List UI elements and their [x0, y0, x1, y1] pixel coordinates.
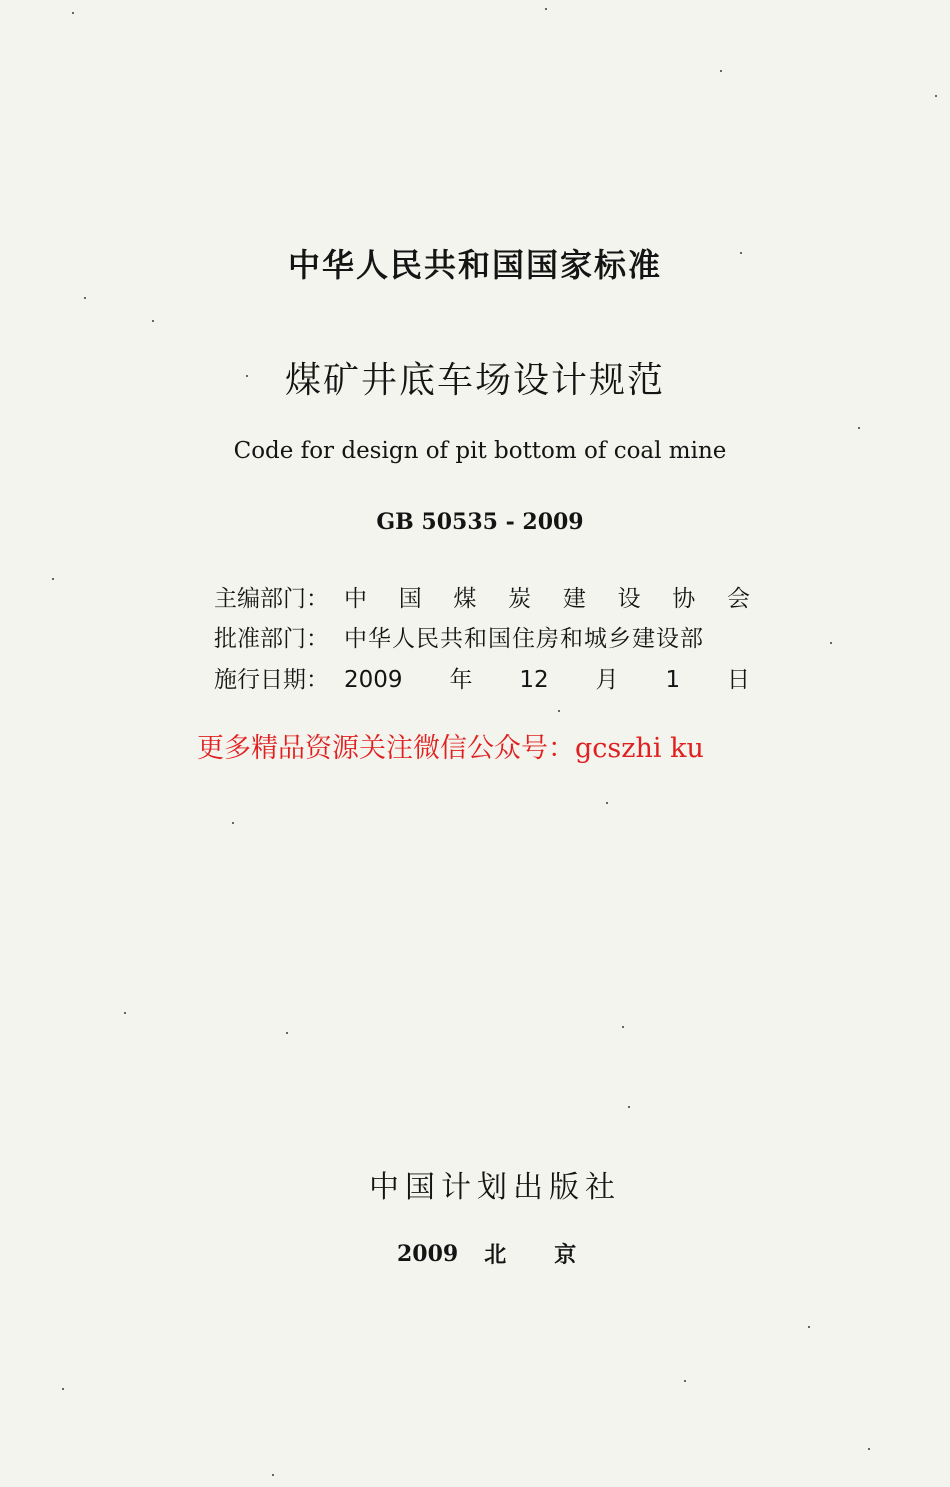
scan-speck: [830, 642, 832, 644]
scan-speck: [935, 95, 937, 97]
scan-speck: [72, 12, 74, 14]
editor-value: 中国煤炭建设协会: [344, 585, 750, 612]
effective-label: 施行日期：: [214, 666, 329, 693]
scan-speck: [286, 1032, 288, 1034]
scan-speck: [868, 1448, 870, 1450]
effective-value: 2009年12月1日: [344, 666, 750, 693]
publication-city: 北京: [484, 1242, 625, 1268]
publication-line: [397, 1238, 624, 1269]
scan-speck: [52, 578, 54, 580]
scan-speck: [62, 1388, 64, 1390]
scan-speck: [246, 375, 248, 377]
approver-label: 批准部门：: [214, 625, 329, 652]
scan-speck: [545, 8, 547, 10]
promo-text: 更多精品资源关注微信公众号：gcszhi ku: [197, 733, 704, 764]
scan-speck: [720, 70, 722, 72]
scan-speck: [124, 1012, 126, 1014]
info-row-effective: [214, 659, 750, 695]
scan-speck: [628, 1106, 630, 1108]
scan-speck: [808, 1326, 810, 1328]
scan-speck: [684, 1380, 686, 1382]
scan-speck: [606, 802, 608, 804]
publisher-name: 中国计划出版社: [369, 1170, 621, 1205]
title-chinese: 煤矿井底车场设计规范: [284, 360, 665, 401]
publication-year: 2009: [397, 1240, 459, 1267]
editor-label: 主编部门：: [214, 585, 329, 612]
approver-value: 中华人民共和国住房和城乡建设部: [344, 625, 704, 652]
scan-speck: [84, 297, 86, 299]
info-row-editor: [214, 578, 750, 614]
scan-speck: [232, 822, 234, 824]
info-row-approver: [214, 618, 750, 654]
scan-speck: [740, 252, 742, 254]
scan-speck: [152, 320, 154, 322]
standard-code: GB 50535 - 2009: [376, 509, 584, 535]
title-english: Code for design of pit bottom of coal mine: [233, 438, 727, 464]
scan-speck: [558, 710, 560, 712]
scan-speck: [622, 1026, 624, 1028]
standard-category: 中华人民共和国国家标准: [287, 246, 662, 284]
scan-speck: [858, 427, 860, 429]
scan-speck: [272, 1474, 274, 1476]
